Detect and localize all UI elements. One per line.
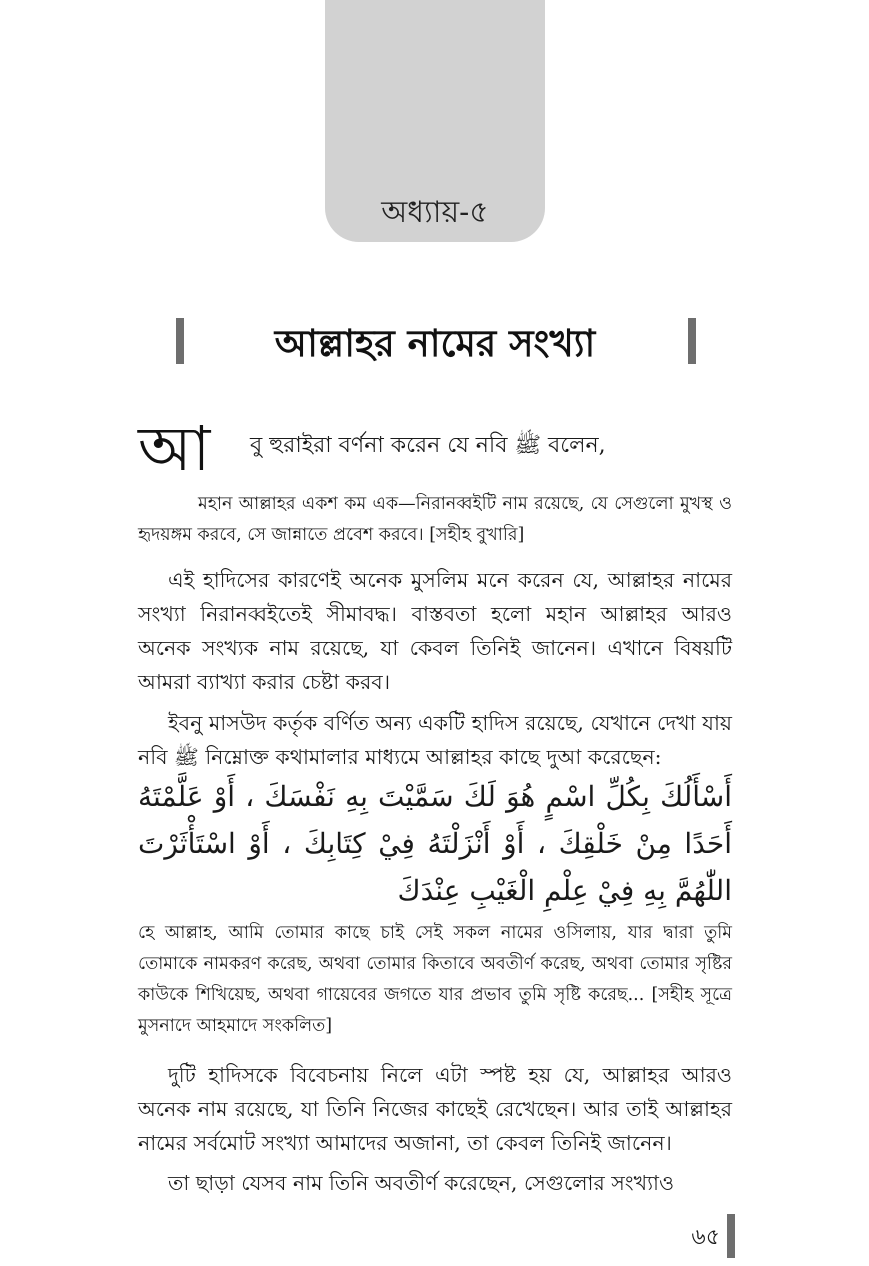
drop-cap: আ: [138, 412, 211, 485]
paragraph-3: দুটি হাদিসকে বিবেচনায় নিলে এটা স্পষ্ট হয় যে, আল্লাহর আরও অনেক নাম রয়েছে, যা তিনি নিজের কাছেই রেখেছেন। আর তাই আল্লাহর নামের সর্বমোট সংখ্যা আমাদের অজানা, তা কেবল তিনিই জানেন।: [138, 1063, 732, 1155]
title-right-bar: [688, 318, 696, 364]
opening-line: বু হুরাইরা বর্ণনা করেন যে নবি ﷺ বলেন,: [250, 433, 606, 458]
page-title: আল্লাহর নামের সংখ্যা: [274, 321, 596, 365]
dua-translation: হে আল্লাহ, আমি তোমার কাছে চাই সেই সকল নামের ওসিলায়, যার দ্বারা তুমি তোমাকে নামকরণ করেছ, অথবা তোমার কিতাবে অবতীর্ণ করেছ, অথবা তোমার সৃষ্টির কাউকে শিখিয়েছ, অথবা গায়েবের জগতে যার প্রভাব তুমি সৃষ্টি করেছ... [সহীহ সূত্রে মুসনাদে আহমাদে সংকলিত]: [138, 923, 732, 1036]
hadith-quote-1: মহান আল্লাহর একশ কম এক—নিরানব্বইটি নাম রয়েছে, যে সেগুলো মুখস্থ ও হৃদয়ঙ্গম করবে, সে জান্নাতে প্রবেশ করবে। [সহীহ বুখারি]: [138, 494, 732, 545]
chapter-tab: [325, 0, 545, 242]
title-left-bar: [176, 318, 184, 364]
arabic-dua: أَسْأَلُكَ بِكُلِّ اسْمٍ هُوَ لَكَ سَمَّيْتَ بِهِ نَفْسَكَ ، أَوْ عَلَّمْتَهُ أَحَدًا مِنْ خَلْقِكَ ، أَوْ أَنْزَلْتَهُ فِيْ كِتَابِكَ ، أَوْ اسْتَأْثَرْتَ اللّٰهُمَّ بِهِ فِيْ عِلْمِ الْغَيْبِ عِنْدَكَ: [138, 780, 733, 907]
paragraph-2: ইবনু মাসউদ কর্তৃক বর্ণিত অন্য একটি হাদিস রয়েছে, যেখানে দেখা যায় নবি ﷺ নিম্নোক্ত কথামালার মাধ্যমে আল্লাহর কাছে দুআ করেছেন:: [138, 711, 732, 769]
page-number-bar: [727, 1214, 735, 1258]
paragraph-1: এই হাদিসের কারণেই অনেক মুসলিম মনে করেন যে, আল্লাহর নামের সংখ্যা নিরানব্বইতেই সীমাবদ্ধ। বাস্তবতা হলো মহান আল্লাহর আরও অনেক সংখ্যক নাম রয়েছে, যা কেবল তিনিই জানেন। এখানে বিষয়টি আমরা ব্যাখ্যা করার চেষ্টা করব।: [138, 568, 732, 694]
page-number: ৬৫: [691, 1225, 720, 1250]
paragraph-4: তা ছাড়া যেসব নাম তিনি অবতীর্ণ করেছেন, সেগুলোর সংখ্যাও: [168, 1171, 675, 1195]
chapter-label: অধ্যায়-৫: [381, 195, 489, 230]
